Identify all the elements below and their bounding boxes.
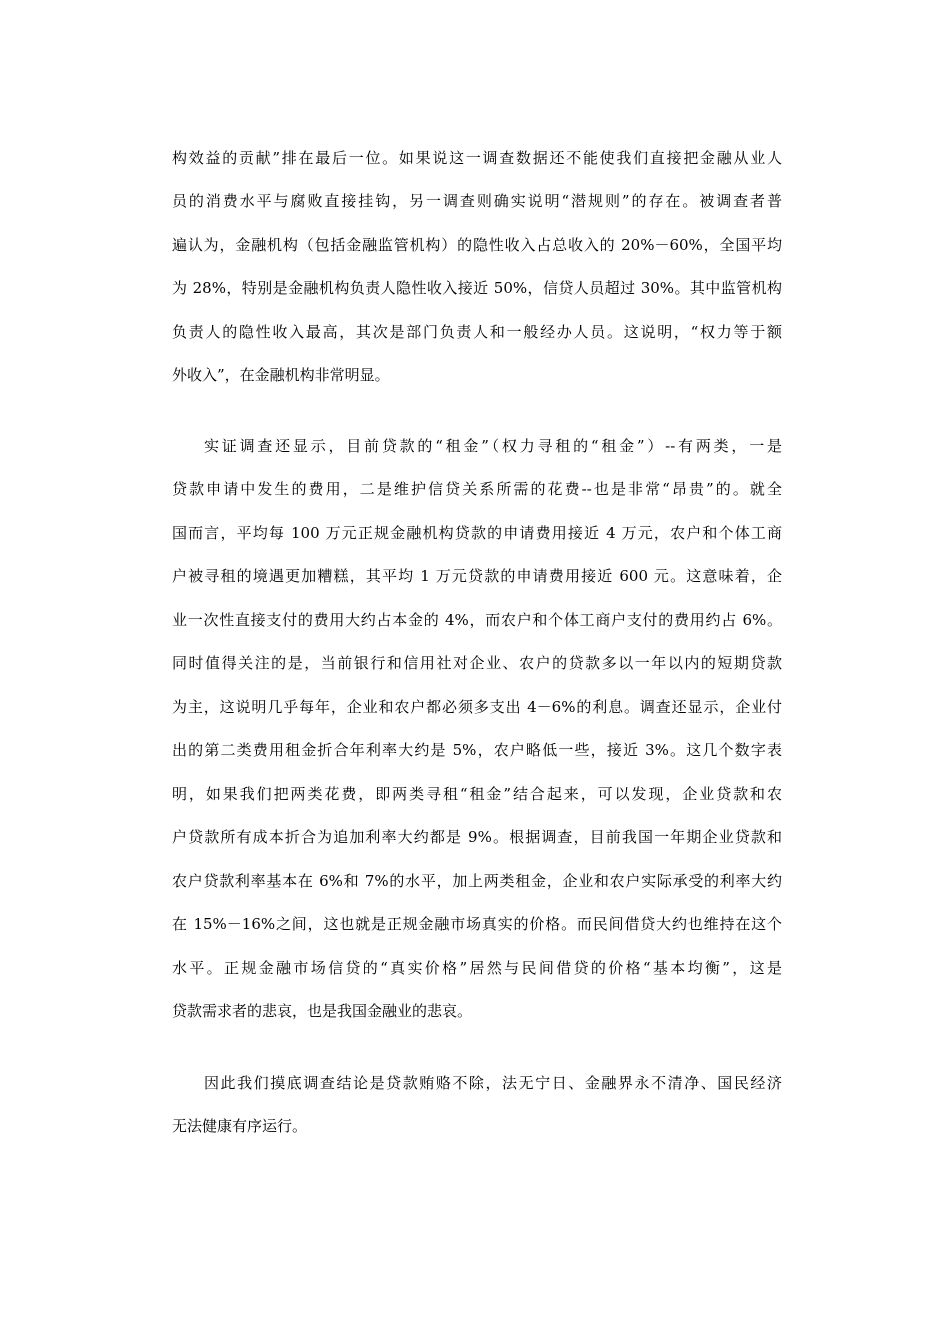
text-line: 构效益的贡献”排在最后一位。如果说这一调查数据还不能使我们直接把金融从业人	[172, 149, 782, 167]
text-line: 农户贷款利率基本在 6%和 7%的水平，加上两类租金，企业和农户实际承受的利率大约	[172, 872, 782, 890]
text-line: 明，如果我们把两类花费，即两类寻租“租金”结合起来，可以发现，企业贷款和农	[172, 785, 782, 803]
text-line: 实证调查还显示，目前贷款的“租金”（权力寻租的“租金”）--有两类，一是	[204, 437, 782, 455]
text-line: 无法健康有序运行。	[172, 1117, 308, 1135]
text-line: 负责人的隐性收入最高，其次是部门负责人和一般经办人员。这说明，“权力等于额	[172, 323, 782, 341]
text-line: 贷款申请中发生的费用，二是维护信贷关系所需的花费--也是非常“昂贵”的。就全	[172, 480, 782, 498]
text-line: 业一次性直接支付的费用大约占本金的 4%，而农户和个体工商户支付的费用约占 6%。	[172, 611, 782, 629]
text-line: 在 15%－16%之间，这也就是正规金融市场真实的价格。而民间借贷大约也维持在这个	[172, 915, 782, 933]
text-line: 水平。正规金融市场信贷的“真实价格”居然与民间借贷的价格“基本均衡”，这是	[172, 959, 782, 977]
text-line: 贷款需求者的悲哀，也是我国金融业的悲哀。	[172, 1002, 473, 1020]
text-line: 国而言，平均每 100 万元正规金融机构贷款的申请费用接近 4 万元，农户和个体工商	[172, 524, 782, 542]
text-line: 户贷款所有成本折合为追加利率大约都是 9%。根据调查，目前我国一年期企业贷款和	[172, 828, 782, 846]
text-line: 因此我们摸底调查结论是贷款贿赂不除，法无宁日、金融界永不清净、国民经济	[204, 1074, 782, 1092]
text-line: 同时值得关注的是，当前银行和信用社对企业、农户的贷款多以一年以内的短期贷款	[172, 654, 782, 672]
text-line: 遍认为，金融机构（包括金融监管机构）的隐性收入占总收入的 20%－60%，全国平均	[172, 236, 782, 254]
text-line: 为 28%，特别是金融机构负责人隐性收入接近 50%，信贷人员超过 30%。其中监管机构	[172, 279, 782, 297]
text-line: 外收入”，在金融机构非常明显。	[172, 366, 390, 384]
text-line: 员的消费水平与腐败直接挂钩，另一调查则确实说明“潜规则”的存在。被调查者普	[172, 192, 782, 210]
text-line: 出的第二类费用租金折合年利率大约是 5%，农户略低一些，接近 3%。这几个数字表	[172, 741, 782, 759]
text-line: 户被寻租的境遇更加糟糕，其平均 1 万元贷款的申请费用接近 600 元。这意味着，企	[172, 567, 782, 585]
text-line: 为主，这说明几乎每年，企业和农户都必须多支出 4－6%的利息。调查还显示，企业付	[172, 698, 782, 716]
